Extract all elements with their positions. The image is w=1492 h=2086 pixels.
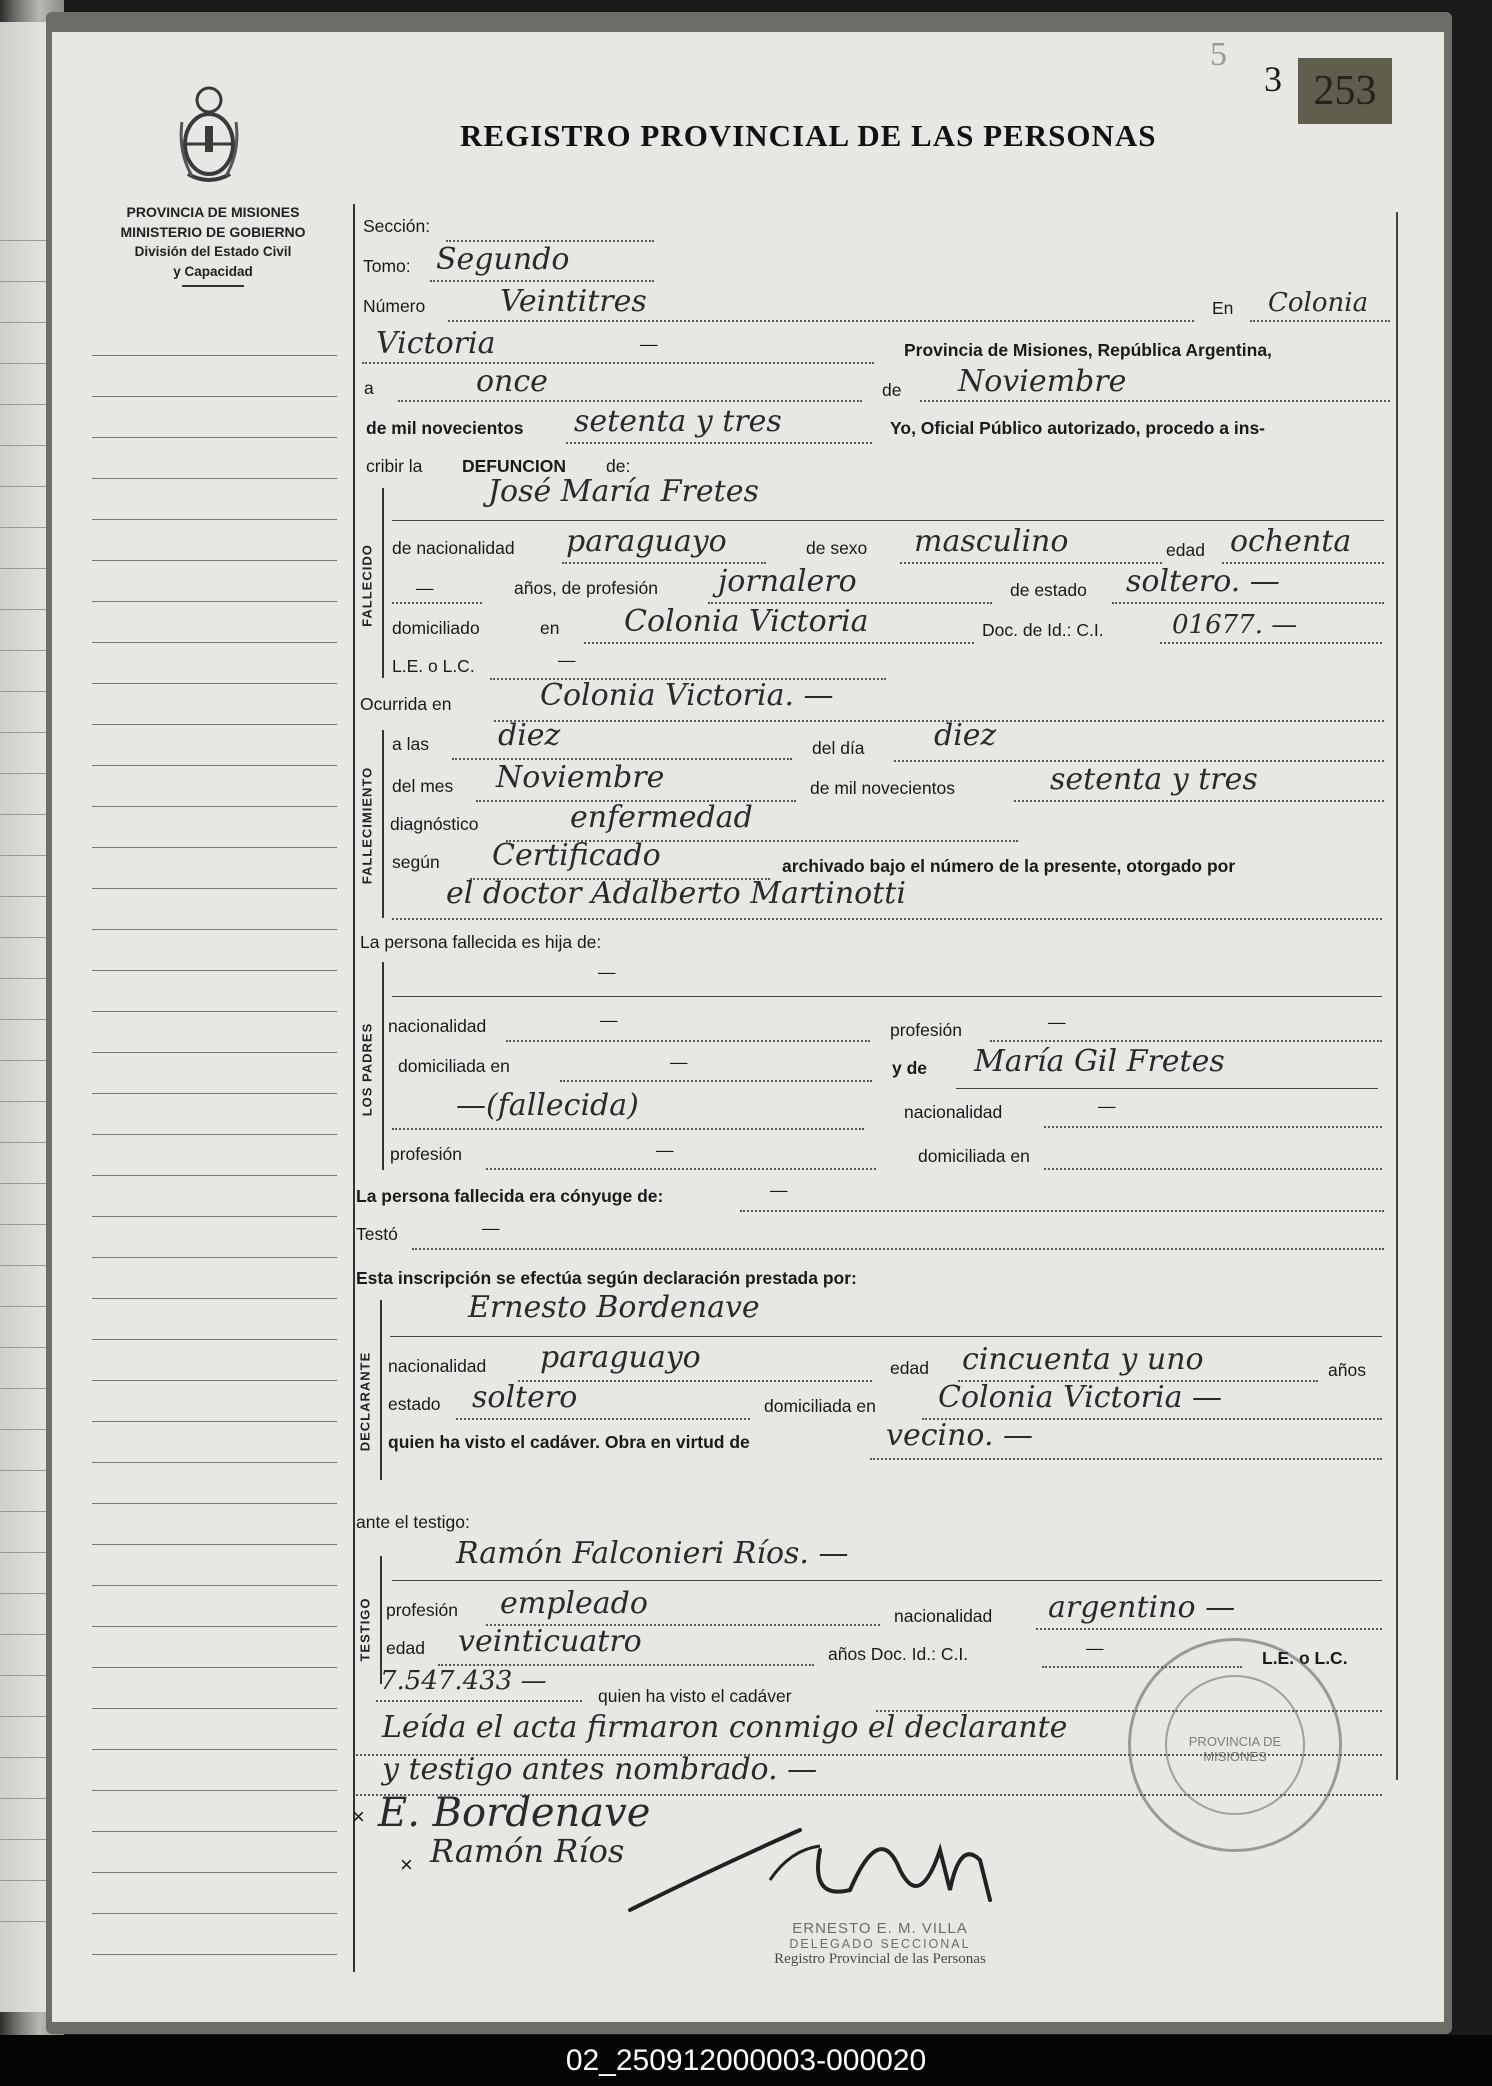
folio-stamp: 253 <box>1298 58 1392 124</box>
margin-ruled-line <box>92 765 337 766</box>
testigo-nacionalidad-line <box>1036 1628 1382 1630</box>
facing-page-line <box>0 1675 46 1676</box>
year2-value: setenta y tres <box>1050 762 1258 797</box>
facing-page-line <box>0 1880 46 1881</box>
numero-label: Número <box>363 296 426 316</box>
madre-domiciliada-line <box>1044 1168 1382 1170</box>
facing-page-line <box>0 1429 46 1430</box>
year-line <box>566 442 872 444</box>
margin-ruled-line <box>92 1585 337 1586</box>
deceased-name: José María Fretes <box>488 474 759 509</box>
ocurrida-label: Ocurrida en <box>360 694 452 714</box>
doc-line <box>1160 642 1382 644</box>
declarante-section-label: DECLARANTE <box>357 1351 373 1452</box>
margin-ruled-line <box>92 1257 337 1258</box>
domicilio-value: Colonia Victoria <box>624 604 869 639</box>
facing-page-line <box>0 1511 46 1512</box>
month-line <box>920 400 1390 402</box>
ocurrida-value: Colonia Victoria. — <box>540 678 834 713</box>
sexo-line <box>900 562 1162 564</box>
margin-ruled-line <box>92 1749 337 1750</box>
numero-value: Veintitres <box>500 284 647 319</box>
right-vertical-rule <box>1396 212 1398 1780</box>
seccion-label: Sección: <box>363 216 431 236</box>
mes-value: Noviembre <box>496 760 665 795</box>
sexo-value: masculino <box>914 524 1069 559</box>
madre-nacionalidad-line <box>1044 1126 1382 1128</box>
testigo-name: Ramón Falconieri Ríos. — <box>456 1536 849 1571</box>
officer-office: Registro Provincial de las Personas <box>774 1951 986 1967</box>
officer-block <box>680 1920 1080 1968</box>
margin-ruled-line <box>92 806 337 807</box>
facing-page-line <box>0 732 46 733</box>
declarante-visto-label: quien ha visto el cadáver. Obra en virtud de <box>388 1432 750 1452</box>
facing-page-line <box>0 650 46 651</box>
margin-vertical-rule <box>353 204 355 1972</box>
declarante-intro: Esta inscripción se efectúa según declaración prestada por: <box>356 1268 857 1288</box>
testigo-anios-label: años Doc. Id.: C.I. <box>828 1644 969 1664</box>
declarante-anios-label: años <box>1328 1360 1366 1380</box>
year-label: de mil novecientos <box>366 418 524 438</box>
declarante-virtud-line <box>870 1458 1382 1460</box>
facing-page-line <box>0 1388 46 1389</box>
margin-ruled-line <box>92 1298 337 1299</box>
estado-line <box>1112 602 1384 604</box>
image-caption: 02_250912000003-000020 <box>0 2035 1492 2086</box>
de-label: de <box>882 380 902 400</box>
margin-ruled-line <box>92 437 337 438</box>
alas-label: a las <box>392 734 429 754</box>
testigo-edad-label: edad <box>386 1638 425 1658</box>
year-value: setenta y tres <box>574 404 782 439</box>
facing-page-line <box>0 1798 46 1799</box>
numero-line <box>448 320 1194 322</box>
padres-rule <box>382 962 384 1170</box>
padre-profesion-line <box>990 1040 1382 1042</box>
declarante-name: Ernesto Bordenave <box>468 1290 760 1325</box>
declarante-signature: E. Bordenave <box>378 1790 651 1836</box>
margin-ruled-line <box>92 1790 337 1791</box>
facing-page-line <box>0 1306 46 1307</box>
padre-domiciliada-label: domiciliada en <box>398 1056 510 1076</box>
conyuge-label: La persona fallecida era cónyuge de: <box>356 1186 664 1206</box>
margin-ruled-line <box>92 888 337 889</box>
declarante-edad-label: edad <box>890 1358 929 1378</box>
testigo-profesion-value: empleado <box>500 1586 648 1621</box>
facing-page-line <box>0 1839 46 1840</box>
en-value: Colonia <box>1268 288 1369 318</box>
padres-section-label: LOS PADRES <box>359 1022 375 1117</box>
hija-label: La persona fallecida es hija de: <box>360 932 602 952</box>
facing-page-line <box>0 1757 46 1758</box>
facing-page-line <box>0 773 46 774</box>
facing-page-line <box>0 240 46 241</box>
x-mark: × <box>352 1804 365 1829</box>
padre-line <box>392 996 1382 997</box>
official-text: Yo, Oficial Público autorizado, procedo a ins- <box>890 418 1266 438</box>
margin-ruled-line <box>92 519 337 520</box>
padre-profesion-label: profesión <box>890 1020 962 1040</box>
year2-label: de mil novecientos <box>810 778 955 798</box>
declarante-domicilio-value: Colonia Victoria — <box>938 1380 1223 1415</box>
facing-page-line <box>0 937 46 938</box>
declarante-virtud-value: vecino. — <box>886 1418 1034 1453</box>
madre-estado: —(fallecida) <box>456 1088 639 1123</box>
declarante-edad-value: cincuenta y uno <box>962 1342 1204 1377</box>
place-line <box>362 362 874 364</box>
tomo-value: Segundo <box>436 242 570 277</box>
place-dash: — <box>640 334 658 354</box>
margin-ruled-line <box>92 1544 337 1545</box>
ministry-line: MINISTERIO DE GOBIERNO <box>120 224 306 240</box>
padre-nacionalidad-line <box>506 1040 870 1042</box>
fallecimiento-rule <box>382 730 384 918</box>
yde-label: y de <box>892 1058 928 1078</box>
padre-nacionalidad-value: — <box>600 1010 618 1030</box>
officer-name: ERNESTO E. M. VILLA <box>792 1920 968 1937</box>
estado-value: soltero. — <box>1126 564 1280 599</box>
sexo-label: de sexo <box>806 538 868 558</box>
doctor-value: el doctor Adalberto Martinotti <box>446 876 906 911</box>
delmes-label: del mes <box>392 776 454 796</box>
inscribir-text: cribir la <box>366 456 423 476</box>
segun-label: según <box>392 852 440 872</box>
facing-page-line <box>0 527 46 528</box>
edad-cont-line <box>392 602 482 604</box>
conyuge-line <box>740 1210 1384 1212</box>
testigo-le-label: L.E. o L.C. <box>1262 1648 1348 1668</box>
facing-page-line <box>0 363 46 364</box>
officer-role: DELEGADO SECCIONAL <box>789 1937 971 1951</box>
estado-label: de estado <box>1010 580 1087 600</box>
margin-ruled-line <box>92 683 337 684</box>
margin-ruled-line <box>92 1954 337 1955</box>
margin-ruled-line <box>92 1339 337 1340</box>
edad-label: edad <box>1166 540 1205 560</box>
margin-ruled-line <box>92 1175 337 1176</box>
facing-page-line <box>0 1265 46 1266</box>
archivado-text: archivado bajo el número de la presente, otorgado por <box>782 856 1236 876</box>
ministry-rule <box>182 285 244 287</box>
margin-ruled-line <box>92 1831 337 1832</box>
facing-page-line <box>0 1552 46 1553</box>
testigo-signature: Ramón Ríos <box>430 1832 625 1870</box>
ministry-line: División del Estado Civil <box>134 244 292 259</box>
declarante-rule <box>380 1300 382 1480</box>
testo-label: Testó <box>356 1224 398 1244</box>
margin-ruled-line <box>92 1093 337 1094</box>
name-line <box>392 520 1384 521</box>
declarante-name-line <box>390 1336 1382 1337</box>
madre-profesion-line <box>486 1168 876 1170</box>
margin-ruled-line <box>92 724 337 725</box>
conyuge-value: — <box>770 1180 788 1200</box>
declarante-nacionalidad-label: nacionalidad <box>388 1356 487 1376</box>
testo-value: — <box>482 1218 500 1238</box>
margin-ruled-line <box>92 560 337 561</box>
fallecido-rule <box>382 488 384 678</box>
testigo-le-value: 7.547.433 — <box>380 1666 547 1696</box>
padre-profesion-value: — <box>1048 1012 1066 1032</box>
margin-ruled-line <box>92 601 337 602</box>
tomo-line <box>430 280 654 282</box>
place-value: Victoria <box>376 326 496 361</box>
deldia-label: del día <box>812 738 865 758</box>
ministry-line: PROVINCIA DE MISIONES <box>126 204 300 220</box>
padre-domiciliada-line <box>560 1080 872 1082</box>
margin-ruled-line <box>92 1626 337 1627</box>
facing-page-line <box>0 568 46 569</box>
domicilio-line <box>584 642 974 644</box>
madre-line <box>956 1088 1378 1089</box>
doc-label: Doc. de Id.: C.I. <box>982 620 1104 640</box>
nacionalidad-value: paraguayo <box>566 524 727 559</box>
document-title: REGISTRO PROVINCIAL DE LAS PERSONAS <box>460 118 1157 153</box>
domicilio-en-label: en <box>540 618 560 638</box>
testigo-nacionalidad-value: argentino — <box>1048 1590 1236 1625</box>
day-line <box>398 400 862 402</box>
seal-text: PROVINCIA DE MISIONES <box>1188 1734 1282 1764</box>
madre-profesion-value: — <box>656 1140 674 1160</box>
testigo-section-label: TESTIGO <box>357 1597 373 1662</box>
declarante-estado-value: soltero <box>472 1380 578 1415</box>
declarante-domiciliada-label: domiciliada en <box>764 1396 876 1416</box>
defuncion-de: de: <box>606 456 631 476</box>
facing-page-line <box>0 322 46 323</box>
facing-page-line <box>0 896 46 897</box>
madre-nacionalidad-label: nacionalidad <box>904 1102 1003 1122</box>
testo-line <box>412 1248 1384 1250</box>
facing-page-line <box>0 1142 46 1143</box>
margin-ruled-line <box>92 478 337 479</box>
padre-nacionalidad-label: nacionalidad <box>388 1016 487 1036</box>
testigo-edad-value: veinticuatro <box>458 1624 642 1659</box>
closing-line-2: y testigo antes nombrado. — <box>382 1752 818 1787</box>
margin-ruled-line <box>92 1421 337 1422</box>
edad-value: ochenta <box>1230 524 1352 559</box>
fallecido-section-label: FALLECIDO <box>359 544 375 627</box>
official-signature <box>620 1810 1010 1920</box>
facing-page-line <box>0 609 46 610</box>
argentina-coat-of-arms-icon <box>174 82 244 190</box>
madre-estado-line <box>392 1128 864 1130</box>
facing-page-line <box>0 445 46 446</box>
ministry-heading <box>82 202 344 287</box>
facing-page-line <box>0 1593 46 1594</box>
defuncion-text: DEFUNCION <box>462 456 567 476</box>
margin-ruled-line <box>92 1011 337 1012</box>
margin-ruled-line <box>92 847 337 848</box>
month-value: Noviembre <box>958 364 1127 399</box>
facing-page-line <box>0 1921 46 1922</box>
fallecimiento-section-label: FALLECIMIENTO <box>359 766 375 885</box>
facing-page-line <box>0 1716 46 1717</box>
x-mark: × <box>400 1852 413 1877</box>
closing-line-1: Leída el acta firmaron conmigo el declarante <box>382 1710 1068 1745</box>
testigo-ci-value: — <box>1086 1638 1104 1658</box>
margin-ruled-line <box>92 1462 337 1463</box>
facing-page-line <box>0 486 46 487</box>
testigo-le-line <box>376 1700 582 1702</box>
declarante-estado-label: estado <box>388 1394 441 1414</box>
a-label: a <box>364 378 374 398</box>
declarante-nacionalidad-value: paraguayo <box>540 1340 701 1375</box>
diagnostico-value: enfermedad <box>570 800 753 835</box>
anios-profesion-label: años, de profesión <box>514 578 658 598</box>
facing-page-line <box>0 691 46 692</box>
pencil-mark: 5 <box>1210 36 1227 73</box>
facing-page-line <box>0 1470 46 1471</box>
margin-ruled-line <box>92 1216 337 1217</box>
facing-page-edge <box>0 22 48 2012</box>
testigo-nacionalidad-label: nacionalidad <box>894 1606 993 1626</box>
day-value: once <box>476 364 548 399</box>
margin-ruled-line <box>92 1872 337 1873</box>
hora-value: diez <box>498 718 561 753</box>
year2-line <box>1014 800 1384 802</box>
madre-value: María Gil Fretes <box>974 1044 1225 1079</box>
facing-page-line <box>0 281 46 282</box>
declarante-estado-line <box>456 1418 750 1420</box>
madre-nacionalidad-value: — <box>1098 1096 1116 1116</box>
margin-ruled-line <box>92 1708 337 1709</box>
segun-value: Certificado <box>492 838 661 873</box>
facing-page-line <box>0 978 46 979</box>
margin-ruled-line <box>92 1913 337 1914</box>
facing-page-line <box>0 1060 46 1061</box>
en-line <box>1250 320 1390 322</box>
facing-page-line <box>0 1101 46 1102</box>
facing-page-line <box>0 404 46 405</box>
facing-page-line <box>0 1183 46 1184</box>
madre-domiciliada-label: domiciliada en <box>918 1146 1030 1166</box>
margin-ruled-line <box>92 1667 337 1668</box>
facing-page-line <box>0 814 46 815</box>
edad-dash: — <box>416 578 434 598</box>
province-text: Provincia de Misiones, República Argentina, <box>904 340 1272 360</box>
margin-ruled-line <box>92 929 337 930</box>
facing-page-line <box>0 1019 46 1020</box>
testigo-rule <box>380 1556 382 1684</box>
margin-ruled-line <box>92 970 337 971</box>
margin-ruled-line <box>92 355 337 356</box>
facing-page-line <box>0 1634 46 1635</box>
testigo-intro: ante el testigo: <box>356 1512 470 1532</box>
facing-page-line <box>0 1224 46 1225</box>
le-label: L.E. o L.C. <box>392 656 475 676</box>
testigo-profesion-label: profesión <box>386 1600 458 1620</box>
doc-value: 01677. — <box>1172 610 1298 640</box>
ministry-line: y Capacidad <box>173 264 253 279</box>
en-label: En <box>1212 298 1234 318</box>
domiciliado-suffix: o <box>470 618 480 638</box>
margin-ruled-line <box>92 1503 337 1504</box>
testigo-name-line <box>392 1580 1382 1581</box>
padre-domiciliada-value: — <box>670 1052 688 1072</box>
doctor-line <box>392 918 1382 920</box>
margin-ruled-line <box>92 1052 337 1053</box>
tomo-label: Tomo: <box>363 256 411 276</box>
testigo-visto-label: quien ha visto el cadáver <box>598 1686 792 1706</box>
profesion-value: jornalero <box>718 564 857 599</box>
margin-ruled-line <box>92 1134 337 1135</box>
diagnostico-label: diagnóstico <box>390 814 479 834</box>
margin-ruled-line <box>92 642 337 643</box>
facing-page-line <box>0 855 46 856</box>
nacionalidad-label: de nacionalidad <box>392 538 515 558</box>
madre-profesion-label: profesión <box>390 1144 462 1164</box>
padre-name: — <box>598 962 616 982</box>
folio-number: 3 <box>1264 59 1282 99</box>
margin-ruled-line <box>92 1380 337 1381</box>
le-value: — <box>558 650 576 670</box>
facing-page-line <box>0 1347 46 1348</box>
domiciliado-label: domiciliad <box>392 618 470 638</box>
dia-value: diez <box>934 718 997 753</box>
margin-ruled-line <box>92 396 337 397</box>
